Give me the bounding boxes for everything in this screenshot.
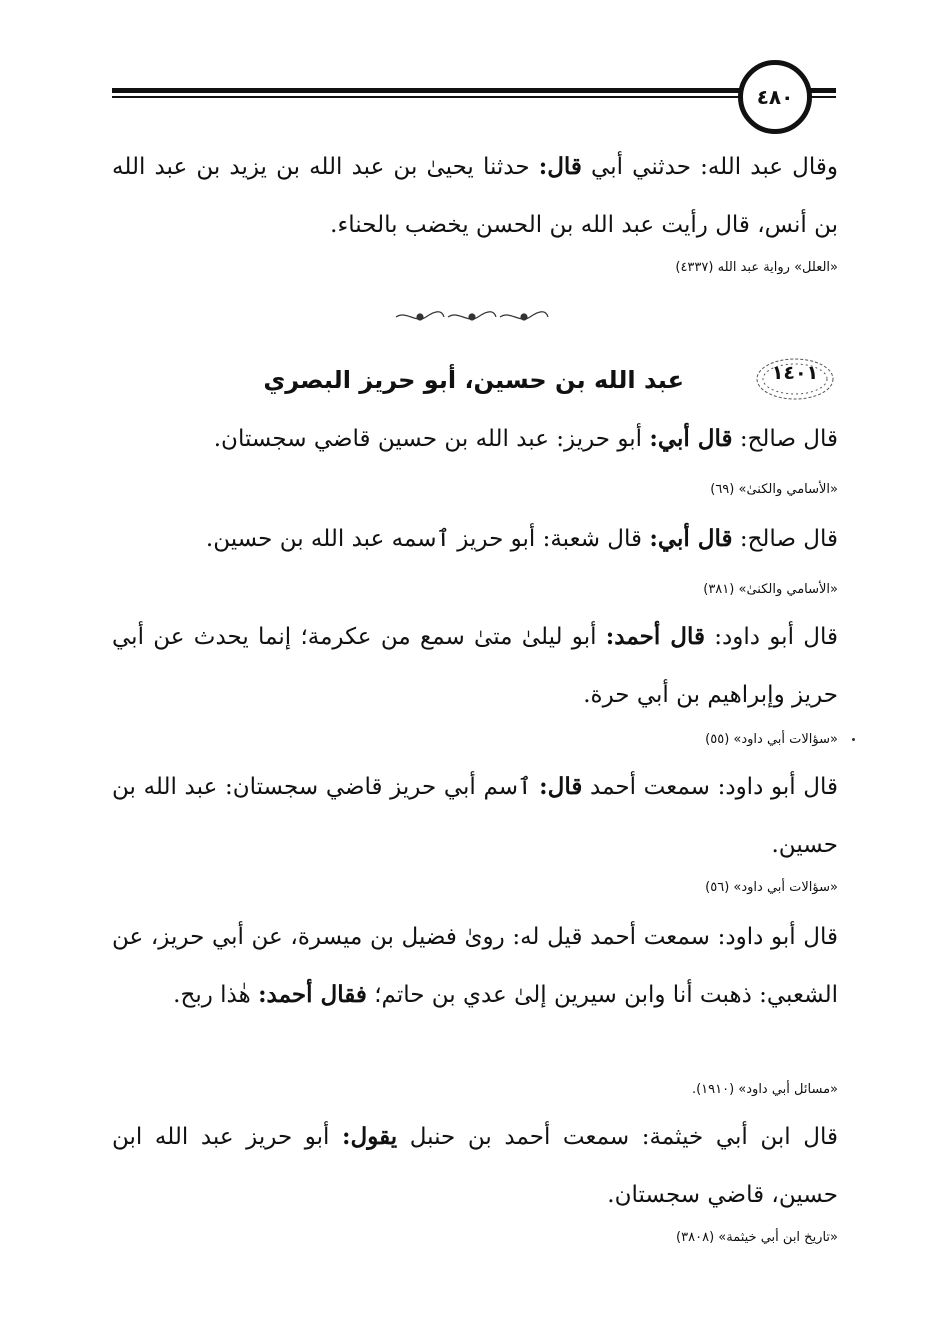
stray-mark xyxy=(852,738,855,741)
paragraph-6 xyxy=(112,1108,838,1224)
intro-text-2: حدثنا يحيىٰ بن عبد الله بن يزيد بن xyxy=(196,154,539,180)
intro-bold: قال: xyxy=(538,153,582,180)
paragraph-1 xyxy=(112,410,838,468)
paragraph-text: قال أبو داود: xyxy=(704,624,838,650)
paragraph-bold: قال أحمد: xyxy=(605,623,705,650)
header-rule-right xyxy=(810,88,836,102)
page-number-badge xyxy=(738,60,812,134)
paragraph-bold: يقول: xyxy=(342,1123,398,1150)
paragraph-text: قال أبو داود: سمعت أحمد قيل له: رویٰ فضيل بن ميسرة، عن أبي حريز، عن الشعبي: ذهبت أنا وابن سيرين إلىٰ عدي بن حاتم؛ xyxy=(112,924,838,1008)
intro-text: وقال عبد الله: حدثني أبي xyxy=(581,154,838,180)
paragraph-3 xyxy=(112,608,838,724)
paragraph-bold: قال أبي: xyxy=(649,525,733,552)
paragraph-2 xyxy=(112,510,838,568)
paragraph-text: قال صالح: xyxy=(732,526,838,552)
paragraph-text: قال صالح: xyxy=(732,426,838,452)
ornament-divider-icon xyxy=(392,308,552,326)
paragraph-bold: قال: xyxy=(539,773,583,800)
intro-text-3: عبد الله بن أنس، قال رأيت عبد الله بن الحسن يخضب بالحناء. xyxy=(112,154,838,238)
paragraph-text: أبو حريز عبد الله ابن حسين، قاضي سجستان. xyxy=(112,1124,838,1208)
paragraph-text: قال أبو داود: سمعت أحمد xyxy=(582,774,839,800)
paragraph-4 xyxy=(112,758,838,874)
header-rule xyxy=(112,88,752,102)
paragraph-text: قال ابن أبي خيثمة: سمعت أحمد بن حنبل xyxy=(397,1124,839,1150)
paragraph-5 xyxy=(112,908,838,1024)
paragraph-bold: فقال أحمد: xyxy=(258,981,367,1008)
intro-paragraph xyxy=(112,138,838,254)
source-5: «مسائل أبي داود» (١٩١٠). xyxy=(691,1082,838,1097)
source-4: «سؤالات أبي داود» (٥٦) xyxy=(705,880,838,895)
intro-source: «العلل» رواية عبد الله (٤٣٣٧) xyxy=(675,260,838,275)
paragraph-text: أبو حريز: عبد الله بن حسين قاضي سجستان. xyxy=(213,426,650,452)
entry-number: ١٤٠١ xyxy=(771,362,819,384)
source-3: «سؤالات أبي داود» (٥٥) xyxy=(705,732,838,747)
entry-title: عبد الله بن حسين، أبو حريز البصري xyxy=(263,366,684,394)
paragraph-bold: قال أبي: xyxy=(649,425,733,452)
source-1: «الأسامي والكنىٰ» (٦٩) xyxy=(710,482,838,497)
source-2: «الأسامي والكنىٰ» (٣٨١) xyxy=(703,582,838,597)
paragraph-text: ٱسم أبي حريز قاضي سجستان: عبد الله بن حسين. xyxy=(112,774,838,858)
page-number: ٤٨٠ xyxy=(756,85,794,109)
paragraph-text: هٰذا ربح. xyxy=(173,982,259,1008)
paragraph-text: قال شعبة: أبو حريز ٱسمه عبد الله بن حسين. xyxy=(205,526,650,552)
source-6: «تاريخ ابن أبي خيثمة» (٣٨٠٨) xyxy=(676,1230,838,1245)
paragraph-text: أبو ليلىٰ متىٰ سمع من عكرمة؛ إنما يحدث عن أبي حريز وإبراهيم بن أبي حرة. xyxy=(112,624,838,708)
